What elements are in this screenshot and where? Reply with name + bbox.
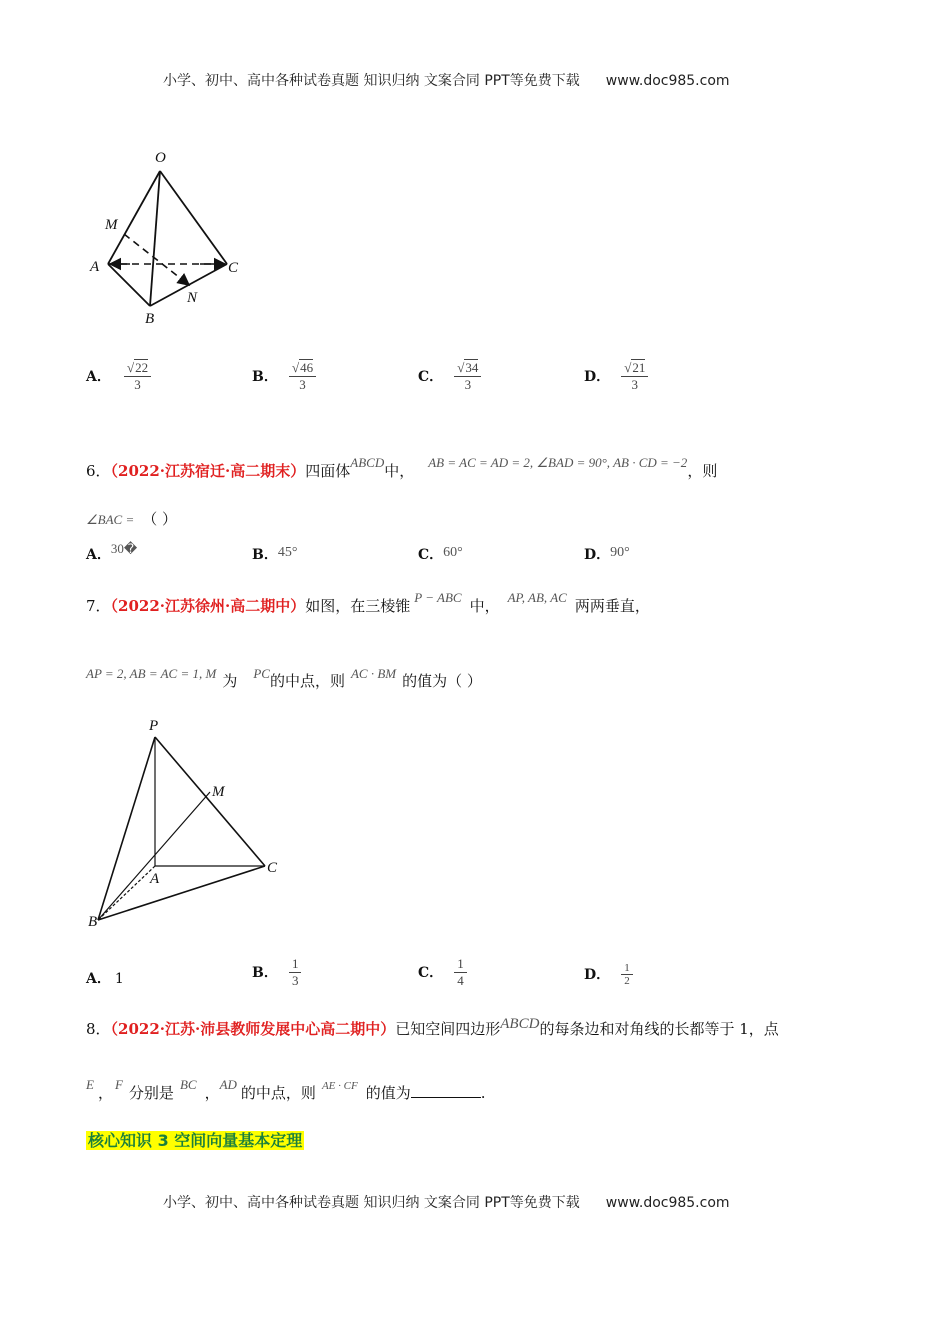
- q7-option-b[interactable]: B． $\frac{1}{3}$: [252, 956, 301, 989]
- edge-bc: [98, 866, 265, 920]
- page-header: [163, 70, 730, 90]
- edge-oc: [160, 171, 227, 264]
- edge-pc: [155, 737, 265, 866]
- q6-option-a[interactable]: A．$^{30�}$: [86, 541, 138, 563]
- label-a: A: [150, 871, 160, 887]
- label-b: B: [88, 914, 98, 930]
- label-p: P: [149, 718, 159, 734]
- q6-option-d[interactable]: D．90°: [584, 545, 630, 563]
- q6-option-c[interactable]: C．60°: [418, 545, 463, 563]
- label-o: O: [155, 150, 166, 166]
- q5-option-c[interactable]: C． $\frac{√34}{3}$: [418, 360, 481, 393]
- header-text: 小学、初中、高中各种试卷真题 知识归纳 文案合同 PPT等免费下载: [163, 73, 580, 89]
- q5-option-a[interactable]: A． $\frac{√22}{3}$: [86, 360, 151, 393]
- edge-ab: [108, 264, 150, 306]
- q8-answer-blank[interactable]: [411, 1085, 481, 1098]
- label-b: B: [145, 311, 155, 327]
- label-c: C: [228, 260, 239, 276]
- q6-option-b[interactable]: B．45°: [252, 545, 298, 563]
- label-c: C: [267, 860, 278, 876]
- q7-source: （2022·江苏徐州·高二期中）: [110, 597, 306, 615]
- edge-pb: [98, 737, 155, 920]
- q6-source: （2022·江苏宿迁·高二期末）: [110, 462, 306, 480]
- figure-tetrahedron-oabc: [80, 140, 260, 330]
- vector-mn: [124, 234, 189, 285]
- q8-stem: 8．（2022·江苏·沛县教师发展中心高二期中）已知空间四边形ABCD的每条边和对角线的长都等于 1，点: [86, 1016, 779, 1038]
- figure-pyramid-pabc: [80, 710, 300, 935]
- q7-stem-line2: AP = 2, AB = AC = 1, M 为 PC的中点，则 AC · BM 的值为（ ）: [86, 666, 482, 690]
- header-site[interactable]: www.doc985.com: [605, 73, 730, 89]
- q7-option-d[interactable]: D． $\frac{1}{2}$: [584, 962, 633, 987]
- q6-stem: 6．（2022·江苏宿迁·高二期末）四面体ABCD中， AB = AC = AD = 2, ∠BAD = 90°, AB · CD = −2，则: [86, 455, 718, 480]
- q8-stem-line2: E ， F 分别是 BC ，AD 的中点，则 $^{AE \cdot CF}$ 的值为 .: [86, 1077, 486, 1102]
- q7-option-a[interactable]: A． 1: [86, 971, 124, 987]
- footer-text: 小学、初中、高中各种试卷真题 知识归纳 文案合同 PPT等免费下载: [163, 1195, 580, 1211]
- q5-option-d[interactable]: D． $\frac{√21}{3}$: [584, 360, 648, 393]
- segment-bm: [98, 792, 210, 920]
- edge-ob: [150, 171, 160, 306]
- q6-stem-line2: ∠BAC = （ ）: [86, 510, 178, 528]
- q7-option-c[interactable]: C． $\frac{1}{4}$: [418, 956, 467, 989]
- q8-source: （2022·江苏·沛县教师发展中心高二期中）: [110, 1020, 396, 1038]
- label-m: M: [105, 217, 118, 233]
- q5-option-b[interactable]: B． $\frac{√46}{3}$: [252, 360, 316, 393]
- q7-stem: 7．（2022·江苏徐州·高二期中）如图，在三棱锥 P − ABC 中， AP, AB, AC 两两垂直，: [86, 590, 650, 615]
- footer-site[interactable]: www.doc985.com: [605, 1195, 730, 1211]
- section-title: 核心知识 3 空间向量基本定理: [88, 1131, 303, 1150]
- label-n: N: [187, 290, 198, 306]
- page-footer: [163, 1192, 730, 1212]
- label-a: A: [90, 259, 100, 275]
- label-m: M: [212, 784, 225, 800]
